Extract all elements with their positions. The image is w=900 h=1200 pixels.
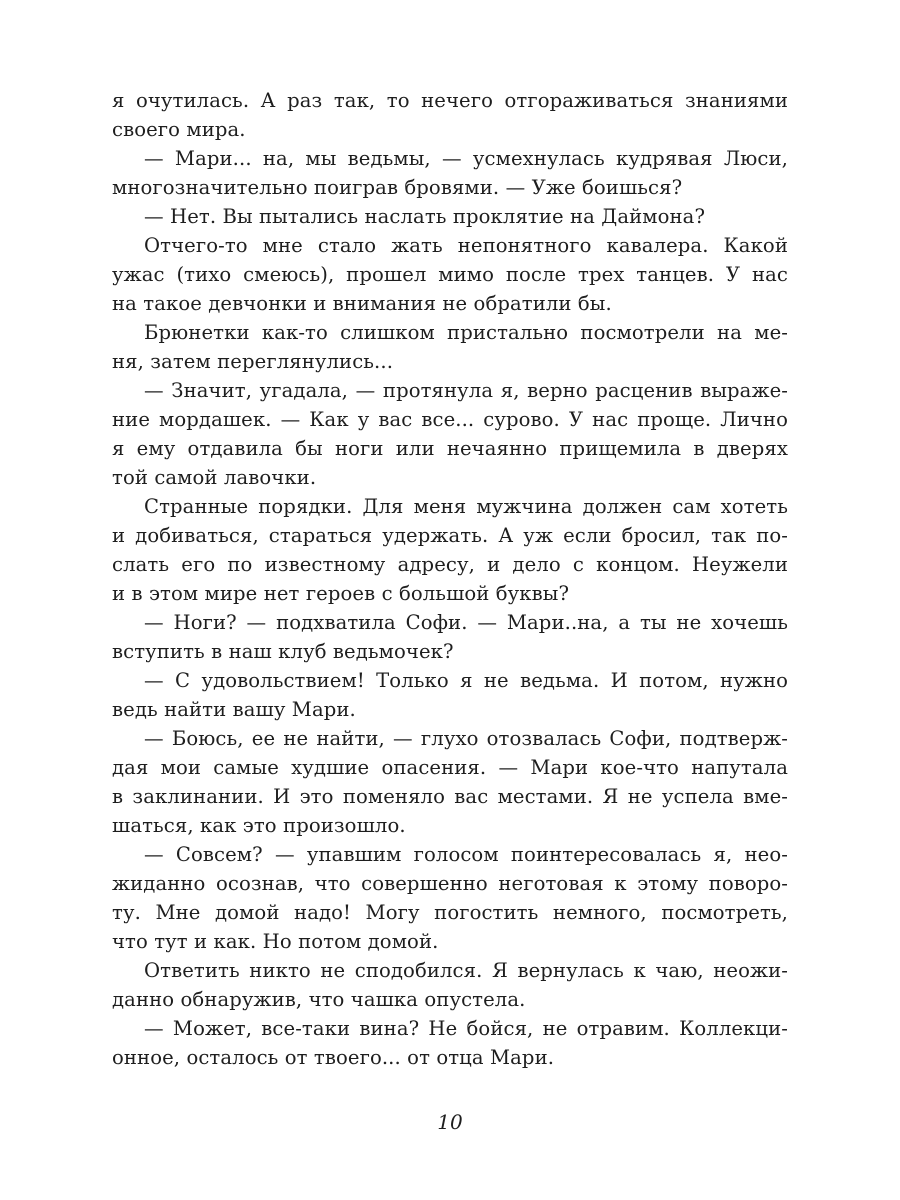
text-line: — Мари... на, мы ведьмы, — усмехнулась кудрявая Люси,: [144, 147, 788, 170]
text-line: на такое девчонки и внимания не обратили бы.: [112, 292, 612, 315]
body-text: [112, 86, 788, 1072]
text-line: что тут и как. Но потом домой.: [112, 930, 439, 953]
text-line: — Значит, угадала, — протянула я, верно расценив выраже-: [144, 379, 788, 402]
text-line: онное, осталось от твоего... от отца Мари.: [112, 1046, 555, 1069]
text-line: я очутилась. А раз так, то нечего отгораживаться знаниями: [112, 89, 788, 112]
text-line: — Может, все-таки вина? Не бойся, не отравим. Коллекци-: [144, 1017, 788, 1040]
text-line: Отчего-то мне стало жать непонятного кавалера. Какой: [144, 234, 788, 257]
text-line: Ответить никто не сподобился. Я вернулась к чаю, неожи-: [144, 959, 788, 982]
text-line: — Совсем? — упавшим голосом поинтересовалась я, нео-: [144, 843, 788, 866]
text-line: многозначительно поиграв бровями. — Уже боишься?: [112, 176, 683, 199]
text-line: шаться, как это произошло.: [112, 814, 406, 837]
text-line: в заклинании. И это поменяло вас местами. Я не успела вме-: [112, 785, 788, 808]
text-line: вступить в наш клуб ведьмочек?: [112, 640, 454, 663]
text-line: Брюнетки как-то слишком пристально посмотрели на ме-: [144, 321, 788, 344]
text-line: я ему отдавила бы ноги или нечаянно прищемила в дверях: [112, 437, 788, 460]
text-line: ту. Мне домой надо! Могу погостить немного, посмотреть,: [112, 901, 788, 924]
text-line: — Ноги? — подхватила Софи. — Мари..на, а ты не хочешь: [144, 611, 788, 634]
text-line: и в этом мире нет героев с большой буквы?: [112, 582, 570, 605]
text-line: Странные порядки. Для меня мужчина должен сам хотеть: [144, 495, 788, 518]
text-line: своего мира.: [112, 118, 246, 141]
text-line: ня, затем переглянулись...: [112, 350, 394, 373]
text-line: ведь найти вашу Мари.: [112, 698, 356, 721]
text-line: и добиваться, стараться удержать. А уж если бросил, так по-: [112, 524, 788, 547]
text-line: данно обнаружив, что чашка опустела.: [112, 988, 526, 1011]
text-line: жиданно осознав, что совершенно неготовая к этому поворо-: [112, 872, 788, 895]
text-line: — С удовольствием! Только я не ведьма. И потом, нужно: [144, 669, 788, 692]
text-line: дая мои самые худшие опасения. — Мари кое-что напутала: [112, 756, 788, 779]
text-line: той самой лавочки.: [112, 466, 317, 489]
page-number: 10: [437, 1110, 463, 1134]
text-line: слать его по известному адресу, и дело с концом. Неужели: [112, 553, 788, 576]
text-line: ние мордашек. — Как у вас все... сурово. У нас проще. Лично: [112, 408, 788, 431]
text-line: — Боюсь, ее не найти, — глухо отозвалась Софи, подтверж-: [144, 727, 788, 750]
text-line: ужас (тихо смеюсь), прошел мимо после трех танцев. У нас: [112, 263, 788, 286]
text-line: — Нет. Вы пытались наслать проклятие на Даймона?: [144, 205, 706, 228]
